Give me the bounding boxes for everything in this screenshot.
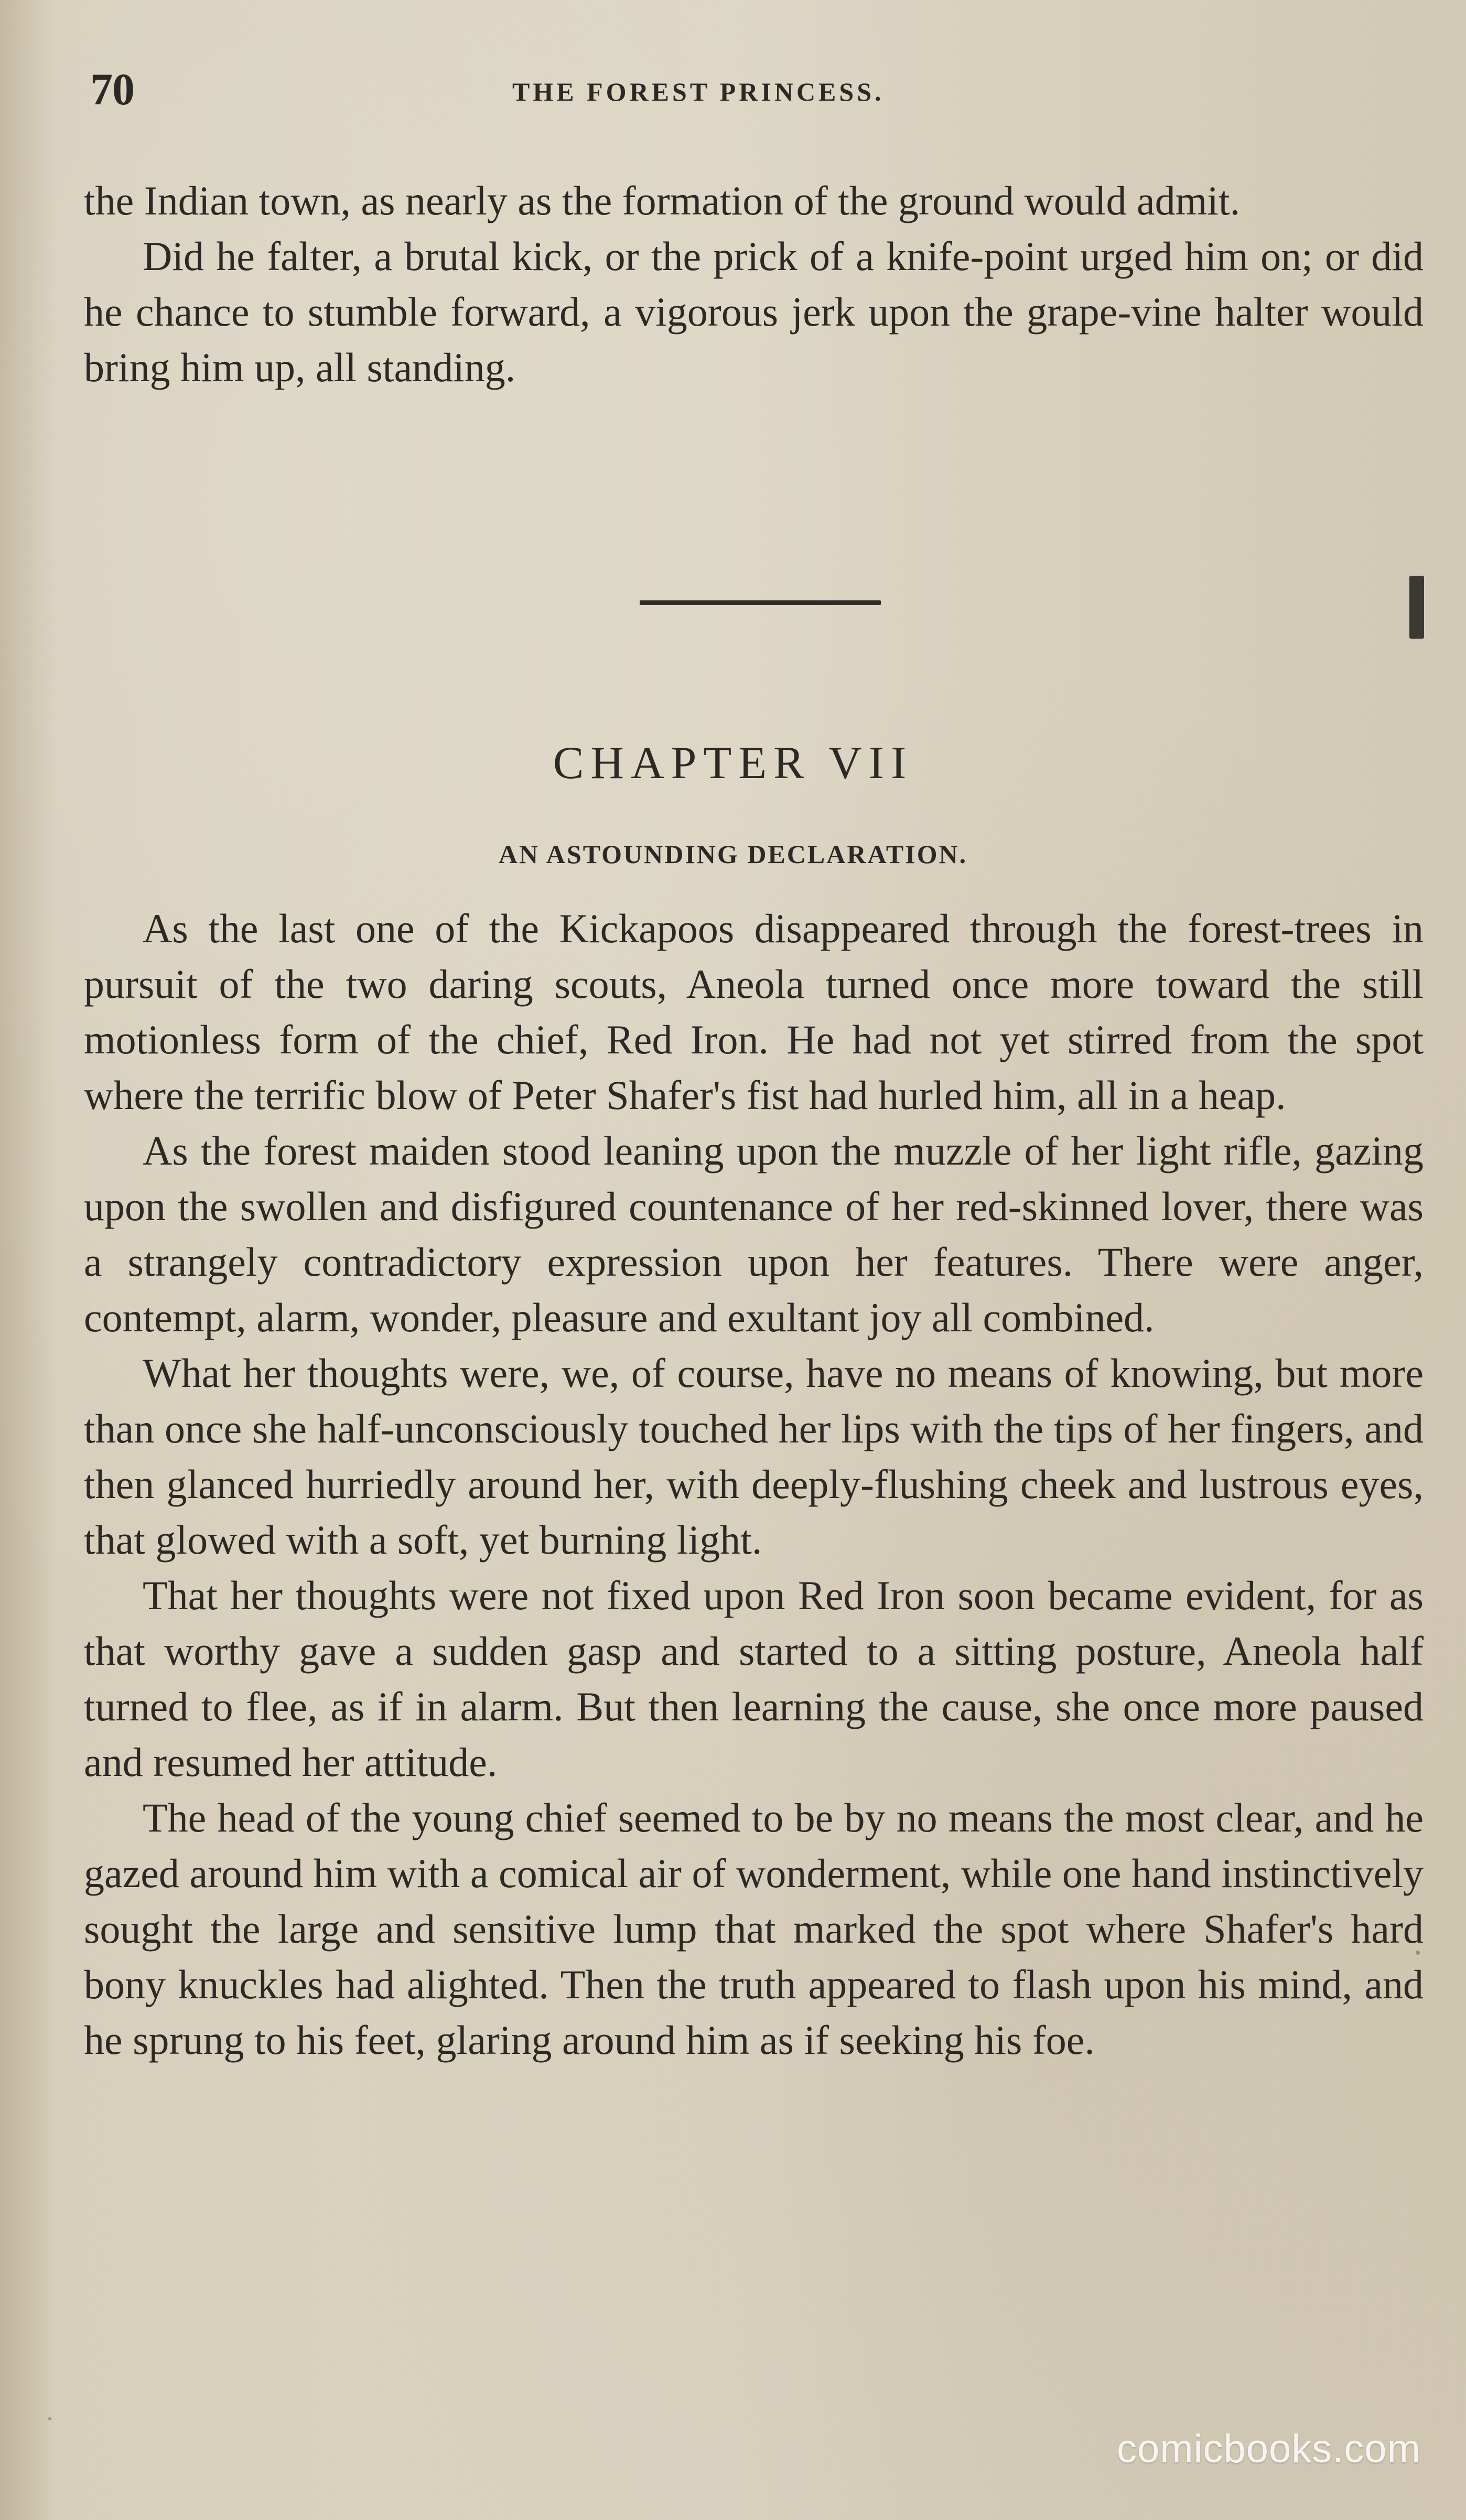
paper-speck bbox=[48, 2417, 51, 2420]
chapter-title: CHAPTER VII bbox=[553, 738, 913, 789]
chapter-paragraph-1: As the last one of the Kickapoos disappeared through the forest-trees in pursuit of the two daring scouts, Aneola turned once more toward the still motionless form of the chief, Red Iron. He had not yet stirred from the spot where the terrific blow of Peter Shafer's fist had hurled him, all in a heap. bbox=[84, 906, 1424, 1118]
page-number: 70 bbox=[90, 64, 134, 114]
watermark: comicbooks.com bbox=[1117, 2427, 1421, 2471]
chapter-subtitle: AN ASTOUNDING DECLARATION. bbox=[498, 839, 968, 869]
chapter-body bbox=[84, 901, 1424, 2068]
section-rule bbox=[640, 600, 881, 605]
chapter-paragraph-3: What her thoughts were, we, of course, have no means of knowing, but more than once she half-unconsciously touched her lips with the tips of her fingers, and then glanced hurriedly around her, with deeply-flushing cheek and lustrous eyes, that glowed with a soft, yet burning light. bbox=[84, 1350, 1424, 1563]
chapter-paragraph-2: As the forest maiden stood leaning upon the muzzle of her light rifle, gazing upon the swollen and disfigured countenance of her red-skinned lover, there was a strangely contradictory expression upon her features. There were anger, contempt, alarm, wonder, pleasure and exultant joy all combined. bbox=[84, 1128, 1424, 1340]
paper-speck bbox=[1416, 1951, 1420, 1955]
intro-paragraph-1: the Indian town, as nearly as the formation of the ground would admit. bbox=[84, 178, 1241, 223]
intro-text bbox=[84, 173, 1424, 395]
chapter-paragraph-4: That her thoughts were not fixed upon Red Iron soon became evident, for as that worthy gave a sudden gasp and started to a sitting posture, Aneola half turned to flee, as if in alarm. But then learning the cause, she once more paused and resumed her attitude. bbox=[84, 1573, 1424, 1785]
chapter-paragraph-5: The head of the young chief seemed to be by no means the most clear, and he gazed around him with a comical air of wonderment, while one hand instinctively sought the large and sensitive lump that marked the spot where Shafer's hard bony knuckles had alighted. Then the truth appeared to flash upon his mind, and he sprung to his feet, glaring around him as if seeking his foe. bbox=[84, 1795, 1424, 2063]
running-title: THE FOREST PRINCESS. bbox=[512, 77, 885, 106]
intro-paragraph-2: Did he falter, a brutal kick, or the prick of a knife-point urged him on; or did he chance to stumble forward, a vigorous jerk upon the grape-vine halter would bring him up, all standing. bbox=[84, 233, 1424, 390]
ink-mark bbox=[1409, 576, 1424, 639]
page-header bbox=[90, 64, 1417, 117]
